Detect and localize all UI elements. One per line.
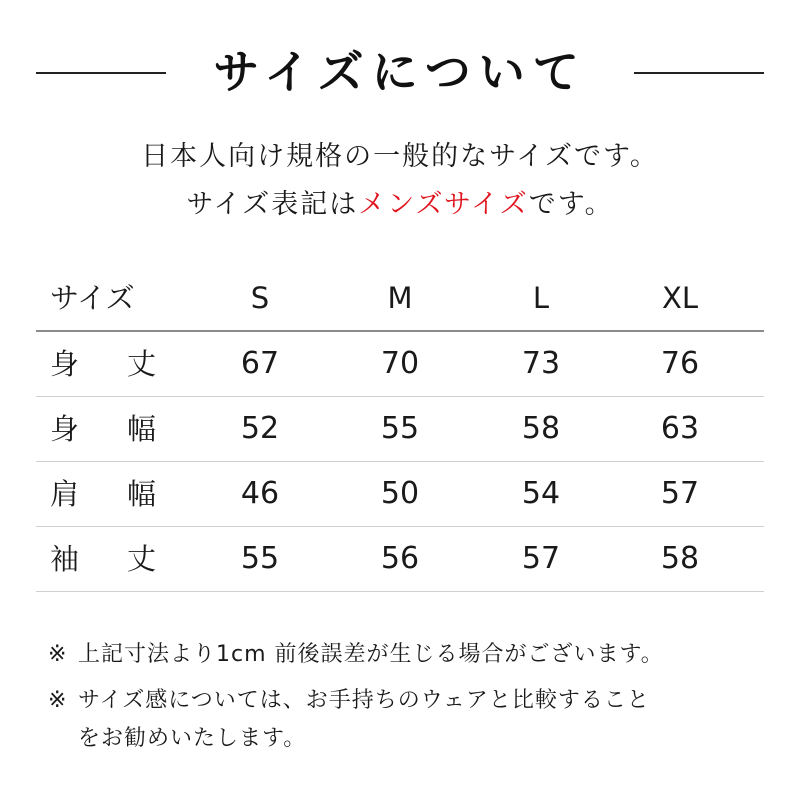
- table-cell: 73: [521, 346, 561, 381]
- label-char: 丈: [126, 347, 156, 381]
- note-text: サイズ感については、お手持ちのウェアと比較すること をお勧めいたします。: [78, 688, 650, 751]
- table-cell: 70: [380, 346, 420, 381]
- header-size-l: L: [532, 281, 550, 315]
- table-cell: 50: [380, 476, 420, 511]
- table-cell: 54: [521, 476, 561, 511]
- intro-line-2-prefix: サイズ表記は: [186, 189, 359, 220]
- row-label-shoulder-width: [50, 462, 156, 526]
- note-mark: ※: [48, 642, 68, 667]
- notes-section: [48, 636, 664, 758]
- table-cell: 56: [380, 541, 420, 576]
- note-text: 上記寸法より1cm 前後誤差が生じる場合がございます。: [78, 642, 664, 667]
- intro-line-2-suffix: です。: [528, 189, 614, 220]
- label-char: 身: [50, 412, 80, 446]
- table-cell: 46: [240, 476, 280, 511]
- table-header-row: [36, 266, 764, 332]
- table-cell: 52: [240, 411, 280, 446]
- label-char: 肩: [50, 477, 80, 511]
- intro-text: [0, 133, 800, 229]
- table-cell: 63: [660, 411, 700, 446]
- title-section: [36, 38, 764, 106]
- row-label-body-width: [50, 397, 156, 461]
- row-label-body-length: [50, 332, 156, 396]
- table-cell: 57: [521, 541, 561, 576]
- table-row: [36, 332, 764, 397]
- row-label-sleeve-length: [50, 527, 156, 591]
- table-cell: 67: [240, 346, 280, 381]
- header-size-m: M: [387, 281, 413, 315]
- label-char: 袖: [50, 542, 80, 576]
- page-title: サイズについて: [213, 45, 587, 99]
- intro-line-1: 日本人向け規格の一般的なサイズです。: [141, 141, 659, 172]
- table-cell: 58: [660, 541, 700, 576]
- label-char: 丈: [126, 542, 156, 576]
- note-mark: ※: [48, 688, 68, 713]
- table-row: [36, 462, 764, 527]
- table-cell: 58: [521, 411, 561, 446]
- header-size-xl: XL: [661, 281, 699, 315]
- label-char: 幅: [126, 412, 156, 446]
- mens-size-highlight: メンズサイズ: [358, 189, 529, 220]
- note-item: [48, 636, 664, 674]
- header-size-s: S: [250, 281, 270, 315]
- table-row: [36, 397, 764, 462]
- label-char: 身: [50, 347, 80, 381]
- table-cell: 76: [660, 346, 700, 381]
- table-cell: 55: [380, 411, 420, 446]
- table-cell: 57: [660, 476, 700, 511]
- size-table: [36, 266, 764, 592]
- intro-line-2: [0, 181, 800, 229]
- header-size-label: サイズ: [50, 281, 135, 315]
- title-rule-right: [634, 72, 764, 74]
- note-item: [48, 682, 664, 758]
- table-cell: 55: [240, 541, 280, 576]
- label-char: 幅: [126, 477, 156, 511]
- table-row: [36, 527, 764, 592]
